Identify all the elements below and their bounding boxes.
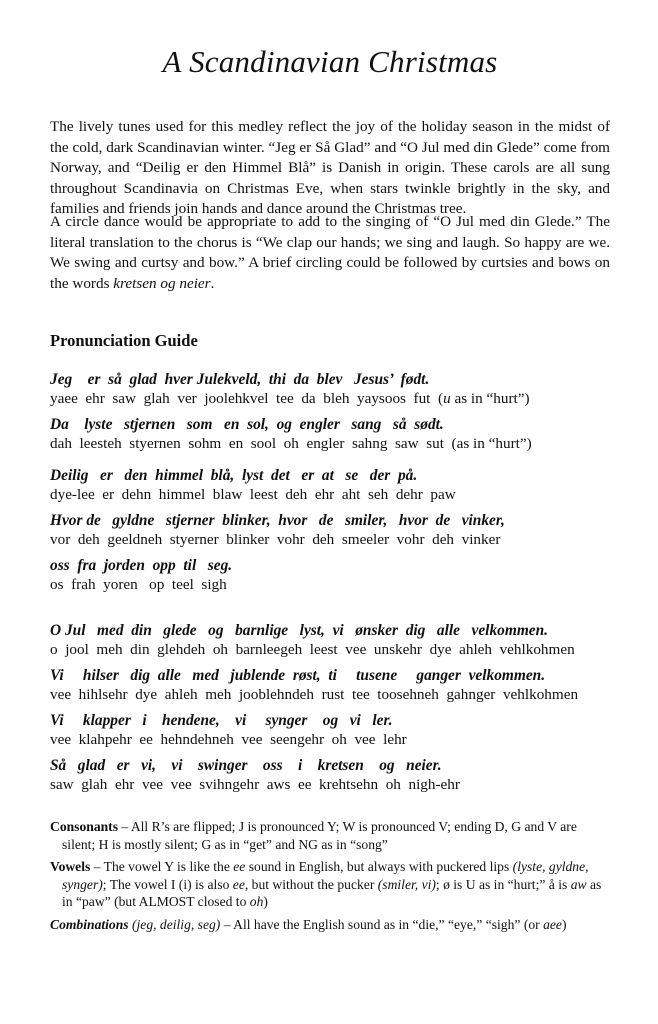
note-italic: (smiler, vi) [377, 876, 436, 892]
lyric-pair [50, 370, 610, 408]
lyric-pair [50, 711, 610, 749]
section-heading-pronunciation-guide: Pronunciation Guide [50, 331, 198, 350]
lyric-pronunciation: vee klahpehr ee hehndehneh vee seengehr oh vee lehr [50, 731, 407, 748]
note-italic: aee [543, 916, 562, 932]
lyric-original: oss fra jorden opp til seg. [50, 557, 233, 574]
intro-paragraph-2 [50, 212, 610, 294]
intro-paragraph-1: The lively tunes used for this medley reflect the joy of the holiday season in the midst of the cold, dark Scandinavian winter. “Jeg er Så Glad” and “O Jul med din Glede” come from Norway, and “Deilig er den Himmel Blå” is Danish in origin. These carols are all sung throughout Scandinavia on Christmas Eve, when stars twinkle brightly in the sky, and families and friends join hands and dance around the Christmas tree. [50, 118, 610, 218]
note-text: – All R’s are flipped; J is pronounced Y; W is pronounced V; ending D, G and V are silent; H is mostly silent; G as in “get” and NG as in “song” [62, 819, 577, 852]
note-combinations [50, 916, 610, 934]
note-italic: (lyste, gyldne, synger) [62, 859, 589, 892]
lyric-pronunciation: vor deh geeldneh styerner blinker vohr deh smeeler vohr deh vinker [50, 531, 501, 548]
pronunciation-note-open: ( [438, 390, 444, 407]
lyric-original: Vi hilser dig alle med jublende røst, ti tusene ganger velkommen. [50, 667, 546, 684]
intro-paragraph-2-text: A circle dance would be appropriate to add to the singing of “O Jul med din Glede.” The literal translation to the chorus is “We clap our hands; we sing and laugh. So happy are we. We swing and curtsy and bow.” A brief circling could be followed by curtsies and bows on the words [50, 213, 610, 292]
lyric-pronunciation: dye-lee er dehn himmel blaw leest deh ehr aht seh dehr paw [50, 486, 456, 503]
page-title: A Scandinavian Christmas [162, 44, 498, 79]
note-italic: aw [570, 876, 587, 892]
pronunciation-note-italic: u [443, 390, 451, 407]
lyric-original: Jeg er så glad hver Julekveld, thi da blev Jesus’ født. [50, 371, 430, 388]
lyric-pronunciation: o jool meh din glehdeh oh barnleegeh leest vee unskehr dye ahleh vehlkohmen [50, 641, 575, 658]
pronunciation-note: as in “hurt”) [450, 390, 530, 407]
lyric-pair [50, 666, 610, 704]
note-italic: ee [233, 859, 246, 875]
note-label: Vowels [50, 859, 91, 875]
note-examples: (jeg, deilig, seg) [128, 916, 221, 932]
lyric-pair [50, 556, 610, 594]
lyric-pair [50, 511, 610, 549]
lyric-pronunciation: dah leesteh styernen sohm en sool oh engler sahng saw sut (as in “hurt”) [50, 435, 532, 452]
verse-o-jul-med-din-glede [50, 621, 610, 801]
note-label: Consonants [50, 819, 118, 834]
verse-deilig-er-den-himmel-bla [50, 466, 610, 601]
intro-paragraph-2-end: . [210, 274, 215, 292]
note-text: ; ø is U as in “hurt;” å is [435, 876, 571, 892]
lyric-original: Hvor de gyldne stjerner blinker, hvor de smiler, hvor de vinker, [50, 512, 505, 529]
intro-paragraph-2-italic: kretsen og neier [113, 274, 211, 292]
pronunciation-notes [50, 818, 610, 939]
lyric-original: Vi klapper i hendene, vi synger og vi ler. [50, 712, 393, 729]
note-consonants [50, 818, 610, 853]
lyric-original: Deilig er den himmel blå, lyst det er at se der på. [50, 467, 418, 484]
note-italic: ee [232, 876, 245, 892]
lyric-pair [50, 621, 610, 659]
lyric-pair [50, 415, 610, 453]
note-text: – All have the English sound as in “die,” “eye,” “sigh” (or [220, 916, 544, 932]
lyric-pronunciation: saw glah ehr vee vee svihngehr aws ee krehtsehn oh nigh-ehr [50, 776, 460, 793]
note-text: as in “paw” (but ALMOST closed to [62, 876, 602, 910]
lyric-pair [50, 466, 610, 504]
note-text: ) [263, 894, 268, 910]
note-text: sound in English, but always with puckered lips [245, 859, 513, 875]
lyric-pronunciation: os frah yoren op teel sigh [50, 576, 227, 593]
lyric-original: O Jul med din glede og barnlige lyst, vi ønsker dig alle velkommen. [50, 622, 549, 639]
note-italic: oh [249, 894, 264, 910]
lyric-pronunciation [50, 389, 610, 408]
lyric-original: Så glad er vi, vi swinger oss i kretsen og neier. [50, 757, 442, 774]
note-label: Combinations [50, 916, 129, 932]
note-text: ) [561, 916, 567, 932]
lyric-original: Da lyste stjernen som en sol, og engler sang så sødt. [50, 416, 444, 433]
note-text: , but without the pucker [244, 876, 378, 892]
note-text: ; The vowel I (i) is also [102, 876, 233, 892]
pronunciation-text: yaee ehr saw glah ver joolehkvel tee da bleh yaysoos fut [50, 390, 439, 407]
note-text: – The vowel Y is like the [90, 859, 234, 875]
lyric-pair [50, 756, 610, 794]
note-vowels [50, 858, 610, 911]
lyric-pronunciation: vee hihlsehr dye ahleh meh jooblehndeh rust tee toosehneh gahnger vehlkohmen [50, 686, 579, 703]
verse-jeg-er-sa-glad [50, 370, 610, 460]
